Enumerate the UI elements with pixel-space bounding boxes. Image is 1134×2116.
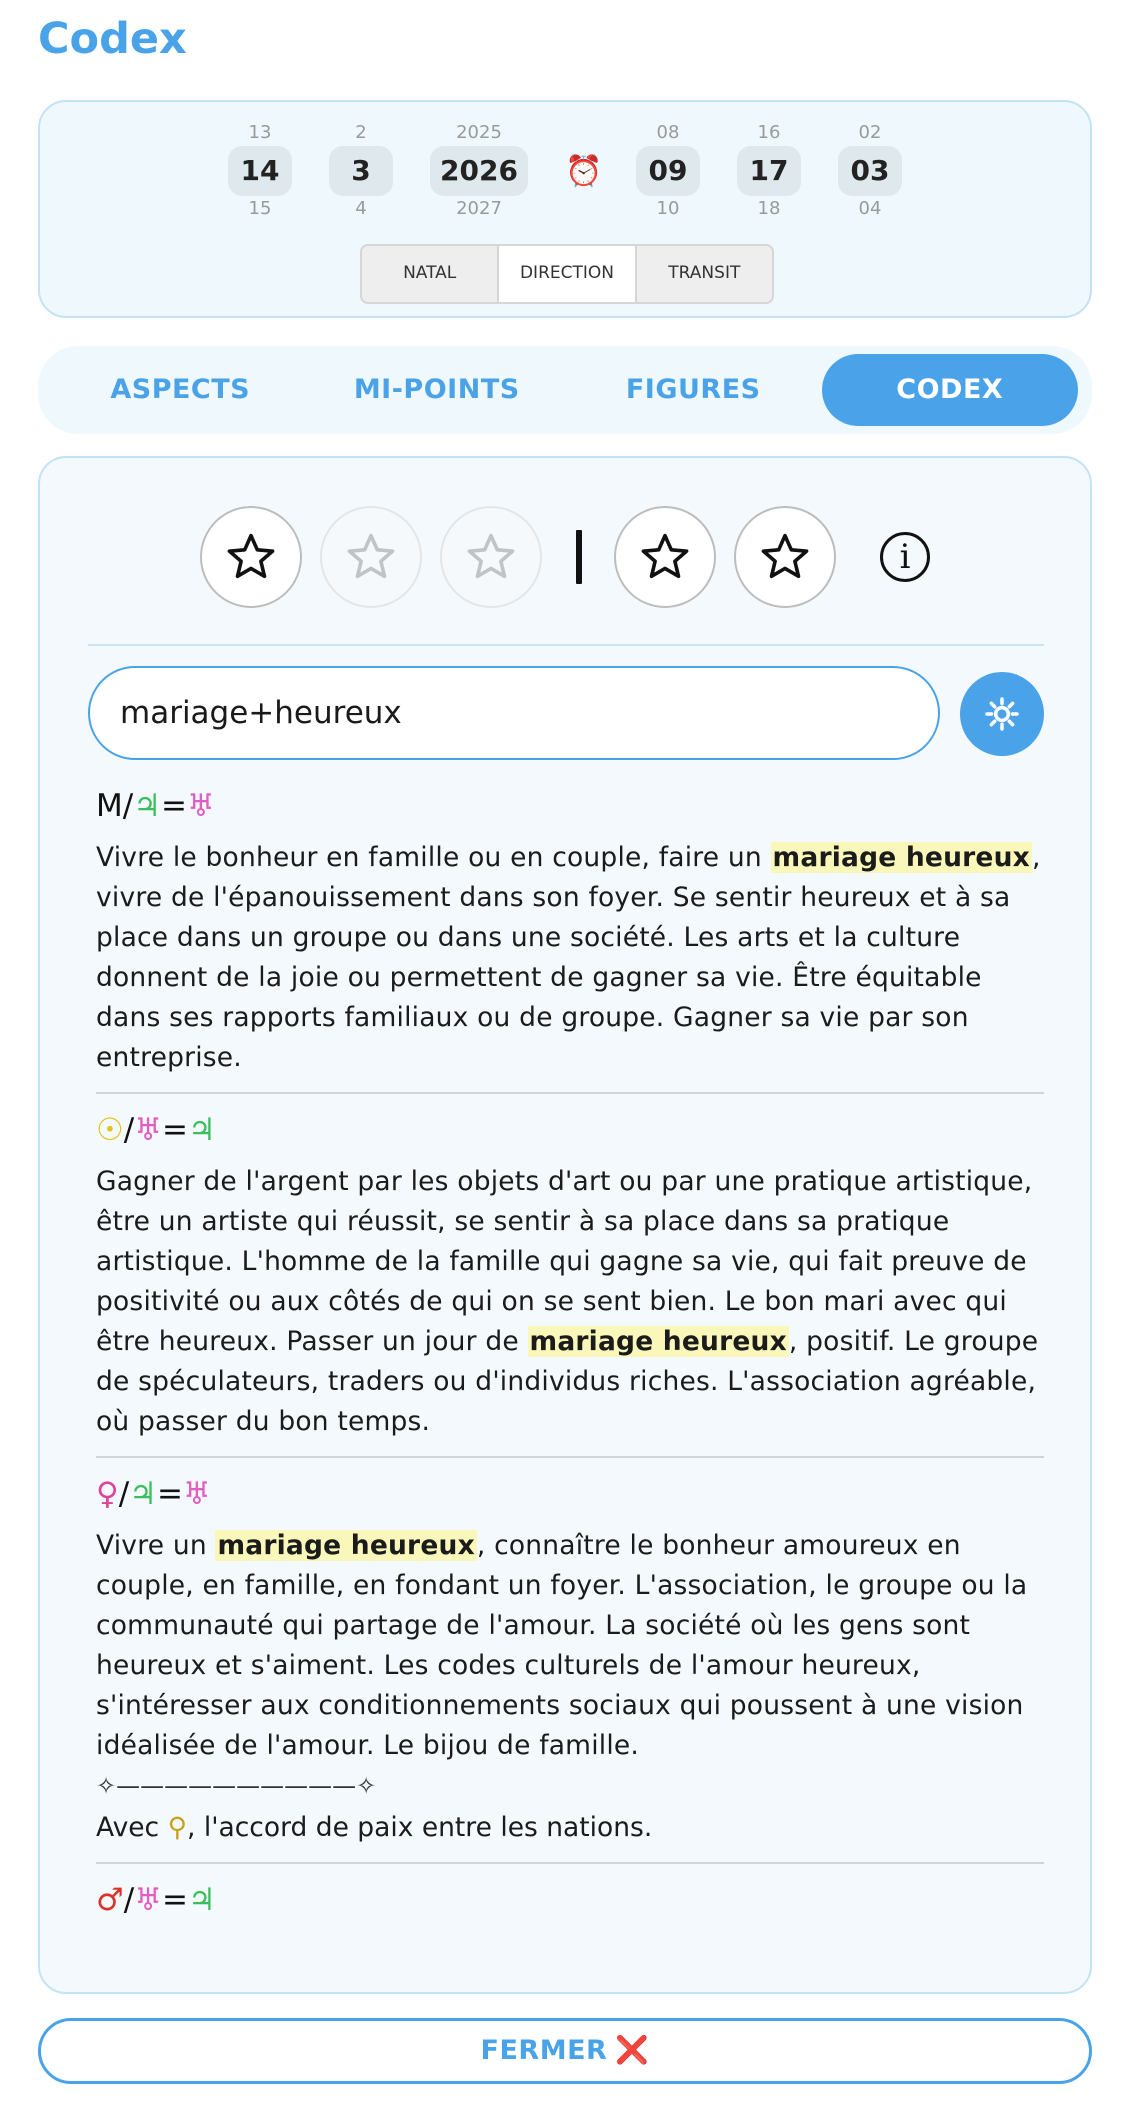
- text-after: , vivre de l'épanouissement dans son foyer. Se sentir heureux et à sa place dans un groupe ou dans une société. Les arts et la culture donnent de la joie ou permettent de gagner sa vie. Être équitable dans ses rapports familiaux ou de groupe. Gagner sa vie par son entreprise.: [96, 842, 1041, 1073]
- star-filter-3[interactable]: [440, 506, 542, 608]
- second-current[interactable]: 03: [838, 146, 902, 196]
- star-filters: [40, 506, 1090, 610]
- text-before: Vivre un: [96, 1530, 216, 1561]
- mode-direction-button[interactable]: DIRECTION: [499, 246, 636, 302]
- equals-symbol: =: [162, 1112, 189, 1148]
- result-formula: [96, 1472, 1044, 1520]
- asteroid-symbol: ⚲: [167, 1812, 187, 1843]
- slash-symbol: /: [123, 1882, 135, 1918]
- main-tabs: [38, 346, 1092, 434]
- result-text: [96, 1162, 1044, 1442]
- day-next[interactable]: 15: [248, 198, 272, 219]
- mars-symbol: ♂: [96, 1882, 124, 1918]
- text-after: , l'accord de paix entre les nations.: [186, 1812, 653, 1843]
- mode-natal-button[interactable]: NATAL: [362, 246, 499, 302]
- month-next[interactable]: 4: [355, 198, 367, 219]
- jupiter-symbol: ♃: [188, 1112, 216, 1148]
- midheaven-symbol: M: [96, 788, 123, 824]
- hour-prev[interactable]: 08: [656, 122, 680, 143]
- tab-aspects[interactable]: ASPECTS: [110, 374, 251, 405]
- star-icon: [344, 530, 398, 584]
- hour-current[interactable]: 09: [636, 146, 700, 196]
- slash-symbol: /: [123, 1112, 135, 1148]
- star-filter-1[interactable]: [200, 506, 302, 608]
- app-title: Codex: [38, 14, 187, 64]
- uranus-symbol: ♅: [182, 1476, 211, 1512]
- uranus-symbol: ♅: [186, 788, 215, 824]
- day-prev[interactable]: 13: [248, 122, 272, 143]
- codex-results: [96, 784, 1044, 1954]
- star-filter-5[interactable]: [734, 506, 836, 608]
- gear-icon: [983, 695, 1021, 733]
- month-wheel[interactable]: [329, 120, 393, 222]
- minute-current[interactable]: 17: [737, 146, 801, 196]
- text-after: , connaître le bonheur amoureux en couple, en famille, en fondant un foyer. L'association, le groupe ou la communauté qui partage de l'amour. La société où les gens sont heureux et s'aiment. Les codes culturels de l'amour heureux, s'intéresser aux conditionnements sociaux qui poussent à une vision idéalisée de l'amour. Le bijou de famille.: [96, 1530, 1028, 1761]
- star-icon: [464, 530, 518, 584]
- alarm-clock-icon[interactable]: ⏰: [565, 153, 603, 189]
- jupiter-symbol: ♃: [129, 1476, 157, 1512]
- uranus-symbol: ♅: [134, 1882, 163, 1918]
- day-wheel[interactable]: [228, 120, 292, 222]
- slash-symbol: /: [118, 1476, 130, 1512]
- search-highlight: mariage heureux: [772, 842, 1030, 873]
- close-icon: ❌: [615, 2035, 650, 2066]
- result-extra-text: [96, 1808, 1044, 1848]
- search-highlight: mariage heureux: [529, 1326, 787, 1357]
- uranus-symbol: ♅: [134, 1112, 163, 1148]
- year-next[interactable]: 2027: [456, 198, 502, 219]
- equals-symbol: =: [156, 1476, 183, 1512]
- venus-symbol: ♀: [96, 1476, 119, 1512]
- text-before: Vivre le bonheur en famille ou en couple, faire un: [96, 842, 771, 873]
- jupiter-symbol: ♃: [188, 1882, 216, 1918]
- day-current[interactable]: 14: [228, 146, 292, 196]
- result-entry: [96, 1472, 1044, 1864]
- text-after: , positif. Le groupe de spéculateurs, traders ou d'individus riches. L'association agréable, où passer du bon temps.: [96, 1326, 1039, 1437]
- search-highlight: mariage heureux: [217, 1530, 475, 1561]
- result-formula: [96, 784, 1044, 832]
- close-button[interactable]: [38, 2018, 1092, 2084]
- info-icon[interactable]: i: [880, 532, 930, 582]
- filters-divider: [88, 644, 1044, 646]
- search-input[interactable]: [88, 666, 940, 760]
- result-text: [96, 838, 1044, 1078]
- second-wheel[interactable]: [838, 120, 902, 222]
- equals-symbol: =: [162, 1882, 189, 1918]
- settings-button[interactable]: [960, 672, 1044, 756]
- equals-symbol: =: [161, 788, 187, 824]
- text-before: Gagner de l'argent par les objets d'art ou par une pratique artistique, être un artiste qui réussit, se sentir à sa place dans sa pratique artistique. L'homme de la famille qui gagne sa vie, qui fait preuve de positivité ou aux côtés de qui on se sent bien. Le bon mari avec qui être heureux. Passer un jour de: [96, 1166, 1033, 1357]
- year-wheel[interactable]: [430, 120, 528, 222]
- result-entry: [96, 784, 1044, 1094]
- star-filter-4[interactable]: [614, 506, 716, 608]
- tab-mi-points[interactable]: MI-POINTS: [353, 374, 520, 405]
- minute-next[interactable]: 18: [757, 198, 781, 219]
- decorative-separator: ✧——————————✧: [96, 1772, 377, 1800]
- result-entry: [96, 1878, 1044, 1940]
- chart-mode-segmented-control: [360, 244, 774, 304]
- star-icon: [224, 530, 278, 584]
- second-prev[interactable]: 02: [858, 122, 882, 143]
- star-icon: [638, 530, 692, 584]
- second-next[interactable]: 04: [858, 198, 882, 219]
- month-current[interactable]: 3: [329, 146, 393, 196]
- year-prev[interactable]: 2025: [456, 122, 502, 143]
- jupiter-symbol: ♃: [133, 788, 161, 824]
- result-entry: [96, 1108, 1044, 1458]
- sun-symbol: ☉: [96, 1112, 124, 1148]
- star-icon: [758, 530, 812, 584]
- text-before: Avec: [96, 1812, 168, 1843]
- result-text: [96, 1526, 1044, 1766]
- hour-next[interactable]: 10: [656, 198, 680, 219]
- hour-wheel[interactable]: [636, 120, 700, 222]
- result-formula: [96, 1108, 1044, 1156]
- month-prev[interactable]: 2: [355, 122, 367, 143]
- year-current[interactable]: 2026: [430, 146, 528, 196]
- date-wheels: [40, 120, 1090, 222]
- slash-symbol: /: [122, 788, 134, 824]
- tab-figures[interactable]: FIGURES: [625, 374, 761, 405]
- codex-panel: [38, 456, 1092, 1994]
- close-button-label: FERMER: [480, 2035, 608, 2066]
- minute-prev[interactable]: 16: [757, 122, 781, 143]
- result-formula: [96, 1878, 1044, 1926]
- star-filter-2[interactable]: [320, 506, 422, 608]
- date-time-picker: [38, 100, 1092, 318]
- tab-codex[interactable]: CODEX: [822, 354, 1079, 426]
- mode-transit-button[interactable]: TRANSIT: [668, 263, 741, 283]
- minute-wheel[interactable]: [737, 120, 801, 222]
- filter-separator: [576, 530, 582, 584]
